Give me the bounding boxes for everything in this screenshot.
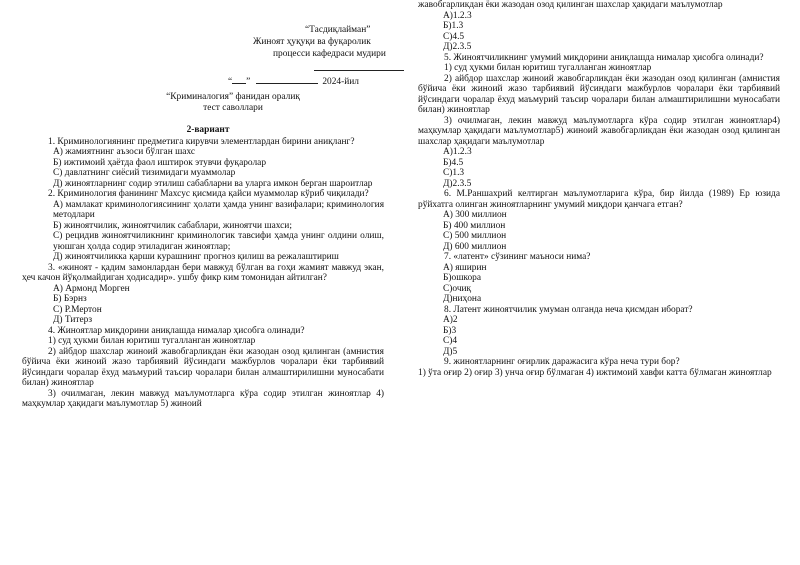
answer-option: Д) жиноятчиликка қарши курашнинг прогноз қилиш ва режалаштириш — [53, 252, 339, 262]
question-text: 1) суд ҳукми билан юритиш тугалланган жиноятлар — [48, 336, 256, 346]
question-text: 1. Криминологиянинг предметига кирувчи элементлардан бирини аниқланг? — [48, 136, 355, 147]
answer-option: Б) жиноятчилик, жиноятчилик сабаблари, жиноятчи шахси; — [53, 220, 292, 231]
question-text: 6. М.Раншахрий келтирган маълумотларига кўра, бир йилда (1989) Ер юзида рўйхатга олинган жиноятларнинг умумий миқдори қанчага етган? — [418, 189, 780, 210]
answer-option: Б)3 — [443, 325, 457, 336]
question-text: 2. Криминология фанининг Махсус қисмида қайси муаммолар кўриб чиқилади? — [48, 189, 369, 199]
answer-option: Д) 600 миллион — [443, 241, 507, 252]
answer-option: С) Р.Мертон — [53, 304, 102, 315]
question-text: 2) айбдор шахслар жиноий жавобгарликдан ёки жазодан озод қилинган (амнистия бўйича ёки жиноий жазо тарбиявий йўсиндаги мажбурлов чоралари ёки тарбиявий йўсиндаги чоралар ёхуд маъмурий таъсир чоралари билан алмаштирилишни муносабати билан) жиноятлар — [22, 346, 384, 388]
answer-option: Д)2.3.5 — [443, 42, 472, 52]
answer-option: А) яширин — [443, 262, 487, 273]
question-text: жавобгарликдан ёки жазодан озод қилинган шахслар ҳақидаги маълумотлар — [418, 0, 723, 10]
date-quote-close: ” — [246, 77, 251, 87]
question-text: 2) айбдор шахслар жиноий жавобгарликдан ёки жазодан озод қилинган (амнистия бўйича ёки жиноий жазо тарбиявий йўсиндаги мажбурлов чоралари ёки тарбиявий йўсиндаги чоралар ёхуд маъмурий таъсир чоралари билан алмаштирилишни муносабати билан) жиноятлар — [418, 73, 780, 115]
question-text: 3. «жиноят - қадим замонлардан бери мавжуд бўлган ва гоҳи жамият мавжуд экан, ҳеч качон йўқолмайдиган ҳодисадир». ушбу фикр ким томонидан айтилган? — [22, 262, 384, 283]
right-questions — [418, 0, 780, 378]
approval-title: “Тасдиқлайман” — [305, 25, 371, 35]
answer-option: Д) жиноятларнинг содир этилиш сабабларни ва уларга имкон берган шароитлар — [53, 178, 373, 189]
subject-line-2: тест саволлари — [203, 102, 263, 113]
left-questions — [22, 137, 384, 410]
answer-option: С)1.3 — [443, 168, 465, 178]
answer-option: С)4 — [443, 336, 458, 346]
answer-option: С)4.5 — [443, 31, 465, 42]
answer-option: Б)4.5 — [443, 157, 464, 168]
answer-option: Б) 400 миллион — [443, 220, 506, 231]
department-line-1: Жиноят ҳуқуқи ва фуқаролик — [253, 37, 371, 47]
question-text: 7. «латент» сўзининг маъноси нима? — [444, 252, 591, 262]
right-column — [418, 0, 780, 378]
subject-line-1: “Криминалогия” фанидан оралиқ — [166, 92, 300, 102]
answer-option: А) мамлакат криминологиясининг ҳолати ҳамда унинг вазифалари; криминология методлари — [53, 199, 384, 220]
answer-option: Д)ниҳона — [443, 294, 482, 304]
day-blank — [232, 75, 246, 84]
question-text: 9. жиноятларнинг оғирлик даражасига кўра неча тури бор? — [444, 357, 680, 367]
date-line — [228, 75, 359, 88]
answer-option: Б)ошкора — [443, 273, 482, 283]
answer-option: А) 300 миллион — [443, 210, 507, 220]
answer-option: Б) ижтимоий ҳаётда фаол иштирок этувчи фуқаролар — [53, 157, 267, 168]
department-line-2: процесси кафедраси мудири — [273, 49, 386, 59]
answer-option: Д)5 — [443, 346, 458, 357]
date-quote-open: “ — [228, 77, 233, 87]
answer-option: Д) Титерз — [53, 315, 93, 325]
answer-option: А)1.2.3 — [443, 147, 472, 157]
answer-option: Б)1.3 — [443, 21, 464, 31]
question-text: 5. Жиноятчиликнинг умумий миқдорини аниқлашда нималар ҳисобга олинади? — [444, 52, 764, 63]
question-text: 1) суд ҳукми билан юритиш тугалланган жиноятлар — [444, 63, 652, 73]
answer-option: Д)2.3.5 — [443, 178, 472, 189]
signature-line — [314, 70, 404, 71]
answer-option: Б) Бэрнз — [53, 294, 87, 304]
month-blank — [256, 75, 318, 84]
answer-option: С) 500 миллион — [443, 231, 507, 241]
answer-option: А) жамиятнинг аъзоси бўлган шахс — [53, 147, 196, 157]
answer-option: А)2 — [443, 315, 458, 325]
date-year: 2024-йил — [322, 77, 359, 87]
question-text: 3) очилмаган, лекин мавжуд маълумотларга кўра содир этилган жиноятлар4) маҳкумлар ҳақидаги маълумотлар5) жиноий жавобгарликдан ёки жазодан озод қилинган шахслар ҳақидаги маълумотлар — [418, 115, 780, 147]
question-text: 3) очилмаган, лекин мавжуд маълумотларга кўра содир этилган жиноятлар 4) маҳкумлар ҳақидаги маълумотлар 5) жиноий — [22, 388, 384, 409]
answer-option: С) давлатнинг сиёсий тизимидаги муаммолар — [53, 168, 236, 178]
question-text: 8. Латент жиноятчилик умуман олганда неча қисмдан иборат? — [444, 304, 693, 315]
answer-option: А) Армонд Морген — [53, 283, 130, 294]
variant-heading: 2-вариант — [186, 125, 230, 135]
subject-title — [22, 92, 384, 113]
answer-option: С)очиқ — [443, 283, 472, 294]
question-text: 1) ўта оғир 2) оғир 3) унча оғир бўлмаган 4) ижтимоий хавфи катта бўлмаган жиноятлар — [418, 367, 772, 378]
answer-option: А)1.2.3 — [443, 10, 472, 21]
answer-option: С) рецидив жиноятчиликнинг криминологик тавсифи ҳамда унинг олдини олиш, уюшган ҳолда содир этиладиган жиноятлар; — [53, 231, 384, 252]
question-text: 4. Жиноятлар миқдорини аниқлашда нималар ҳисобга олинади? — [48, 325, 305, 336]
approval-header — [22, 0, 384, 92]
left-column — [22, 0, 384, 410]
